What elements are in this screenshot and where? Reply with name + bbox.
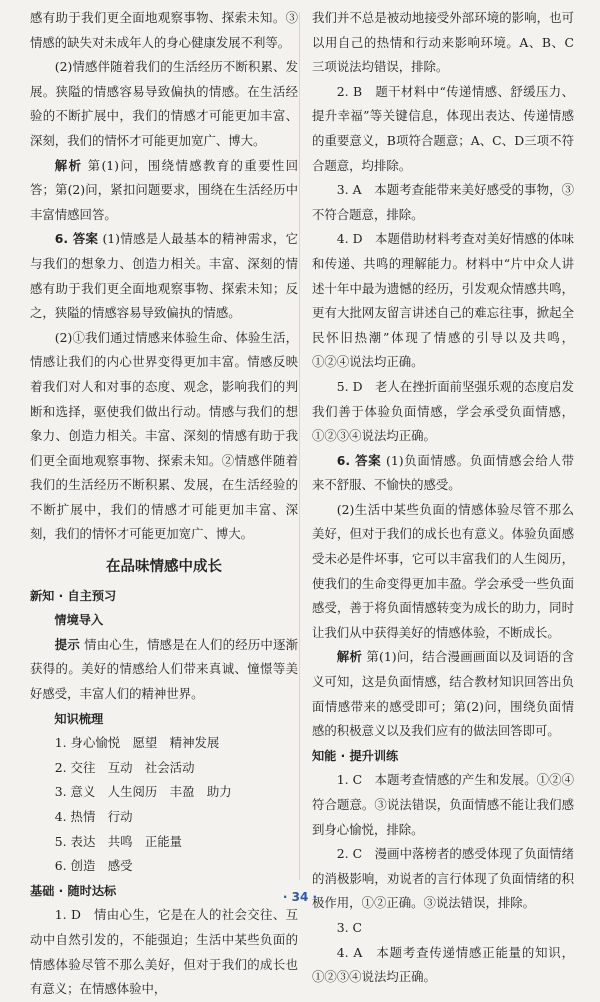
left-paragraph-1: 感有助于我们更全面地观察事物、探索未知。③情感的缺失对未成年人的身心健康发展不利等。 <box>30 10 298 50</box>
training-answer-1: 1. C 本题考查情感的产生和发展。①②④符合题意。③说法错误，负面情感不能让我们感到身心愉悦，排除。 <box>312 772 574 837</box>
analysis-label: 解析 <box>336 649 363 665</box>
knowledge-item: 4. 热情 行动 <box>54 809 133 824</box>
left-paragraph-2: (2)情感伴随着我们的生活经历不断积累、发展。狭隘的情感容易导致偏执的情感。在生活经验的不断扩展中，我们的情感才可能更加丰富、深刻，我们的情怀才可能更加宽广、博大。 <box>30 59 298 148</box>
left-column <box>30 6 298 1002</box>
left-answer-6-part2: (2)①我们通过情感来体验生命、体验生活，情感让我们的内心世界变得更加丰富。情感反映着我们对人和对事的态度、观念，影响我们的判断和选择，驱使我们做出行动。情感与我们的想象力、创造力相关。丰富、深刻的情感有助于我们更全面地观察事物、探索未知。②情感伴随着我们的生活经历不断积累、发展，在生活经验的不断扩展中，我们的情感才可能更加丰富、深刻，我们的情怀才可能更加宽广、博大。 <box>30 329 298 542</box>
hint-text: 情由心生，情感是在人们的经历中逐渐获得的。美好的情感给人们带来真诚、憧憬等美好感受，丰富人们的精神世界。 <box>30 636 298 702</box>
analysis-text: 第(1)问，结合漫画画面以及词语的含义可知，这是负面情感，结合教材知识回答出负面情感带来的感受即可；第(2)问，围绕负面情感的积极意义以及我们应有的做法回答即可。 <box>312 649 574 739</box>
training-answer-2: 2. C 漫画中落榜者的感受体现了负面情绪的消极影响，劝说者的言行体现了负面情绪的积极作用，①②正确。③说法错误，排除。 <box>312 846 574 911</box>
heading-preview: 新知 · 自主预习 <box>30 588 117 603</box>
section-title: 在品味情感中成长 <box>106 559 222 576</box>
right-answer-3: 3. A 本题考查能带来美好感受的事物，③不符合题意，排除。 <box>312 182 574 222</box>
subheading-scenario: 情境导入 <box>54 613 104 628</box>
right-answer-6-part2: (2)生活中某些负面的情感体验尽管不那么美好，但对于我们的成长也有意义。体验负面感受未必是件坏事，它可以丰富我们的人生阅历，使我们的生命变得更加丰盈。学会承受一些负面感受，善于将负面情感转变为成长的助力，同时让我们从中获得美好的情感体验，不断成长。 <box>312 501 574 640</box>
analysis-text: 第(1)问，围绕情感教育的重要性回答；第(2)问，紧扣问题要求，围绕在生活经历中丰富情感回答。 <box>30 157 298 222</box>
training-answer-3: 3. C <box>336 919 363 935</box>
left-answer-1: 1. D 情由心生，它是在人的社会交往、互动中自然引发的，不能强迫；生活中某些负面的情感体验尽管不那么美好，但对于我们的成长也有意义；在情感体验中， <box>30 907 298 997</box>
answer-text: (1)情感是人最基本的精神需求，它与我们的想象力、创造力相关。丰富、深刻的情感有助于我们更全面地观察事物、探索未知；反之，狭隘的情感容易导致偏执的情感。 <box>30 231 298 321</box>
knowledge-item: 2. 交往 互动 社会活动 <box>54 759 195 775</box>
knowledge-item: 5. 表达 共鸣 正能量 <box>54 833 183 849</box>
training-answer-4: 4. A 本题考查传递情感正能量的知识，①②③④说法均正确。 <box>312 944 574 985</box>
subheading-knowledge: 知识梳理 <box>54 711 104 726</box>
heading-training: 知能 · 提升训练 <box>312 748 399 763</box>
column-divider <box>299 12 300 880</box>
right-column <box>312 6 574 990</box>
answer-text: (1)负面情感。负面情感会给人带来不舒服、不愉快的感受。 <box>312 452 574 493</box>
heading-basics: 基础 · 随时达标 <box>30 883 117 898</box>
knowledge-item: 6. 创造 感受 <box>54 858 133 874</box>
left-answer-6 <box>30 227 298 325</box>
right-answer-5: 5. D 老人在挫折面前坚强乐观的态度启发我们善于体验负面情感，学会承受负面情感，①②③④说法均正确。 <box>312 378 574 444</box>
knowledge-item: 1. 身心愉悦 愿望 精神发展 <box>54 735 220 751</box>
analysis-label: 解析 <box>54 157 83 173</box>
answer-label: 6. 答案 <box>336 452 382 468</box>
right-paragraph-1: 我们并不总是被动地接受外部环境的影响，也可以用自己的热情和行动来影响环境。A、B、C三项说法均错误，排除。 <box>312 10 574 75</box>
left-analysis-1 <box>30 154 298 228</box>
right-answer-6 <box>312 449 574 498</box>
hint-paragraph <box>30 633 298 707</box>
hint-label: 提示 <box>54 636 80 652</box>
knowledge-item: 3. 意义 人生阅历 丰盈 助力 <box>54 784 232 800</box>
right-answer-4: 4. D 本题借助材料考查对美好情感的体味和传递、共鸣的理解能力。材料中“片中众人讲述十年中最为遗憾的经历，引发观众情感共鸣，更有大批网友留言讲述自己的难忘往事，掀起全民怀旧热潮”体现了情感的引导以及共鸣，①②④说法均正确。 <box>312 231 574 370</box>
page-number: · 34 · <box>282 890 318 904</box>
right-analysis <box>312 645 574 743</box>
right-answer-2: 2. B 题干材料中“传递情感、舒缓压力、提升幸福”等关键信息，体现出表达、传递情感的重要意义，B项符合题意；A、C、D三项不符合题意，均排除。 <box>312 83 574 173</box>
answer-label: 6. 答案 <box>54 231 99 247</box>
